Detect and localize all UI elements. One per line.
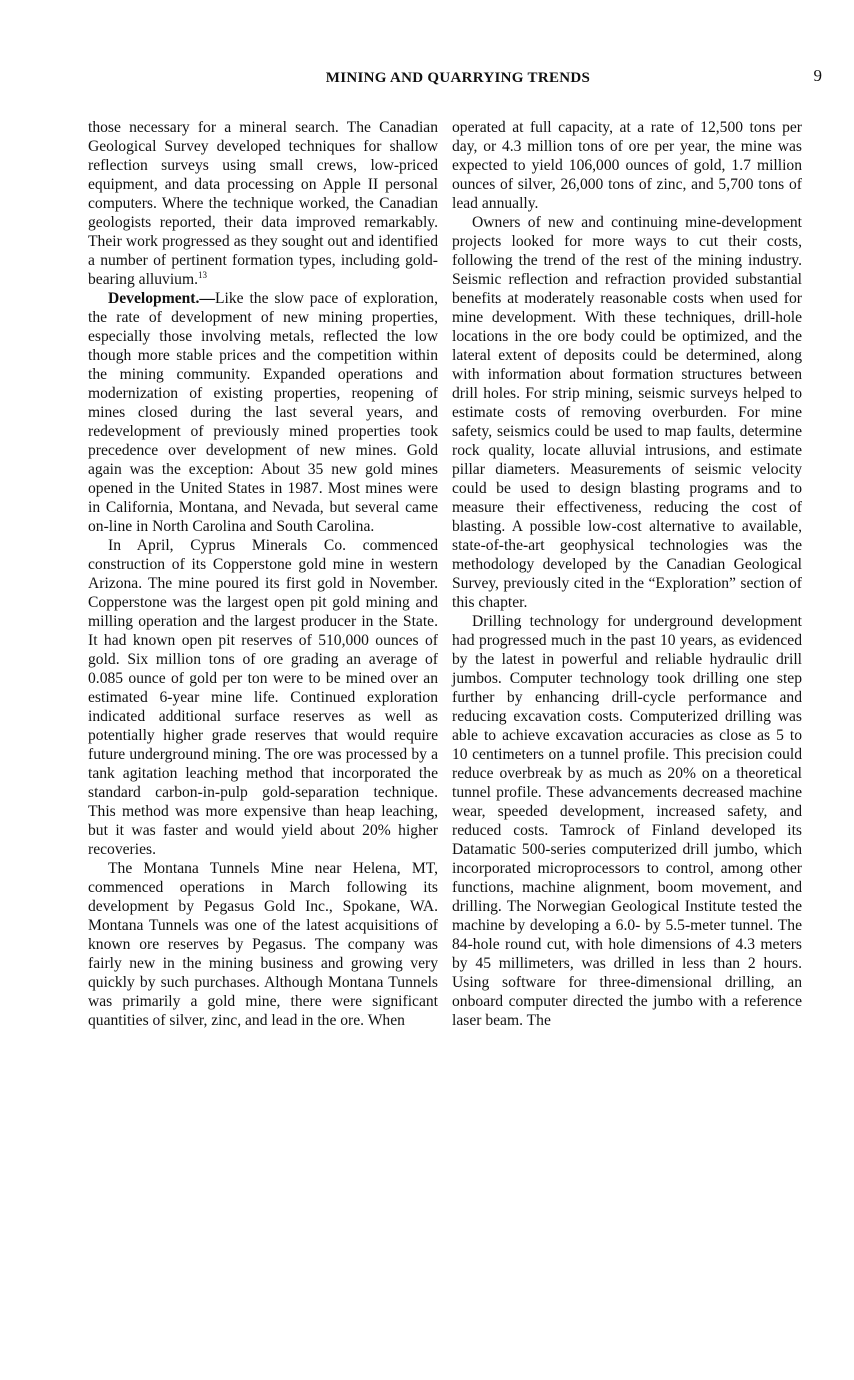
paragraph-text: those necessary for a mineral search. The Canadian Geological Survey developed techniques for shallow reflection surveys using small crews, low-priced equipment, and data processing on Apple II personal computers. Where the technique worked, the Canadian geologists reported, their data improved remarkably. Their work progressed as they sought out and identified a number of pertinent formation types, including gold-bearing alluvium. <box>88 119 438 288</box>
right-column <box>452 118 802 1030</box>
paragraph: In April, Cyprus Minerals Co. commenced construction of its Copperstone gold mine in western Arizona. The mine poured its first gold in November. Copperstone was the largest open pit gold mining and milling operation and the largest producer in the State. It had known open pit reserves of 510,000 ounces of gold. Six million tons of ore grading an average of 0.085 ounce of gold per ton were to be mined over an estimated 6-year mine life. Continued exploration indicated additional surface reserves as well as potentially higher grade reserves that would require future underground mining. The ore was processed by a tank agitation leaching method that incorporated the standard carbon-in-pulp gold-separation technique. This method was more expensive than heap leaching, but it was faster and would yield about 20% higher recoveries. <box>88 537 438 858</box>
running-title: MINING AND QUARRYING TRENDS <box>325 70 591 86</box>
paragraph: Drilling technology for underground development had progressed much in the past 10 years, as evidenced by the latest in powerful and reliable hydraulic drill jumbos. Computer technology took drilling one step further by enhancing drill-cycle performance and reducing excavation costs. Computerized drilling was able to achieve excavation accuracies as close as 5 to 10 centimeters on a tunnel profile. This precision could reduce overbreak by as much as 20% on a theoretical tunnel profile. These advancements decreased machine wear, speeded development, increased safety, and reduced costs. Tamrock of Finland developed its Datamatic 500-series computerized drill jumbo, which incorporated microprocessors to control, among other functions, machine alignment, boom movement, and drilling. The Norwegian Geological Institute tested the machine by developing a 6.0- by 5.5-meter tunnel. The 84-hole round cut, with hole dimensions of 4.3 meters by 45 millimeters, was drilled in less than 2 hours. Using software for three-dimensional drilling, an onboard computer directed the jumbo with a reference laser beam. The <box>452 613 802 1029</box>
paragraph-text: Like the slow pace of exploration, the rate of development of new mining properties, especially those involving metals, reflected the low though more stable prices and the competition within the mining community. Expanded operations and modernization of existing properties, reopening of mines closed during the last several years, and redevelopment of previously mined properties took precedence over development of new mines. Gold again was the exception: About 35 new gold mines opened in the United States in 1987. Most mines were in California, Montana, and Nevada, but several came on-line in North Carolina and South Carolina. <box>88 290 438 535</box>
page-header <box>88 66 828 94</box>
paragraph <box>88 289 438 536</box>
left-column <box>88 118 438 1030</box>
page-number: 9 <box>813 66 822 85</box>
section-heading: Development.— <box>108 290 215 307</box>
paragraph: operated at full capacity, at a rate of 12,500 tons per day, or 4.3 million tons of ore per year, the mine was expected to yield 106,000 ounces of gold, 1.7 million ounces of silver, 26,000 tons of zinc, and 5,700 tons of lead annually. <box>452 119 802 212</box>
paragraph <box>88 118 438 289</box>
paragraph: The Montana Tunnels Mine near Helena, MT, commenced operations in March following its development by Pegasus Gold Inc., Spokane, WA. Montana Tunnels was one of the latest acquisitions of known ore reserves by Pegasus. The company was fairly new in the mining business and growing very quickly by such purchases. Although Montana Tunnels was primarily a gold mine, there were significant quantities of silver, zinc, and lead in the ore. When <box>88 860 438 1029</box>
footnote-ref: 13 <box>198 270 207 280</box>
paragraph: Owners of new and continuing mine-development projects looked for more ways to cut their costs, following the trend of the rest of the mining industry. Seismic reflection and refraction provided substantial benefits at moderately reasonable costs when used for mine development. With these techniques, drill-hole locations in the ore body could be optimized, and the lateral extent of deposits could be determined, along with information about formation structures between drill holes. For strip mining, seismic surveys helped to estimate costs of removing overburden. For mine safety, seismics could be used to map faults, determine rock quality, locate alluvial intrusions, and estimate pillar diameters. Measurements of seismic velocity could be used to design blasting programs and to measure their effectiveness, reducing the cost of blasting. A possible low-cost alternative to available, state-of-the-art geophysical technologies was the methodology developed by the Canadian Geological Survey, previously cited in the “Exploration” section of this chapter. <box>452 214 802 611</box>
